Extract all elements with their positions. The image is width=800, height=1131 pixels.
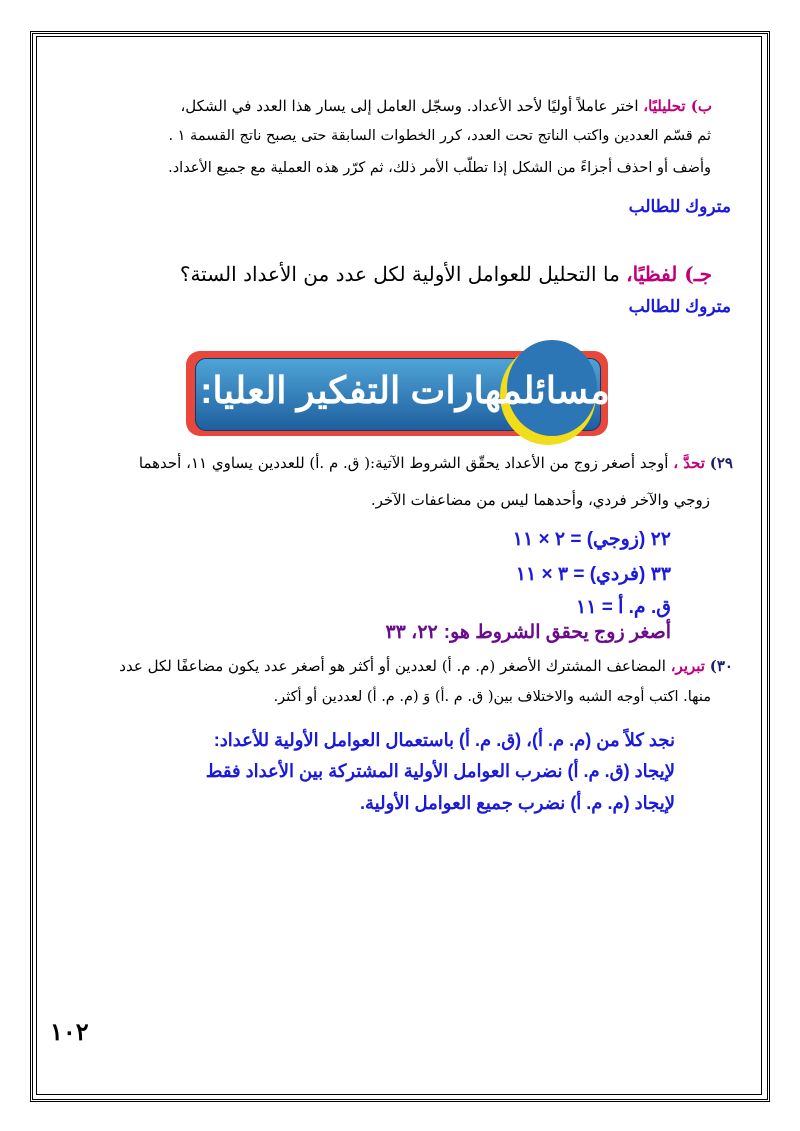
q30-label: تبرير، bbox=[670, 657, 705, 675]
q29-answer4 bbox=[385, 621, 671, 644]
part-b-text1: اختر عاملاً أوليًا لأحد الأعداد. وسجّل العامل إلى يسار هذا العدد في الشكل، bbox=[180, 97, 639, 115]
q30-answer3: لإيجاد (م. م. أ) نضرب جميع العوامل الأولية. bbox=[360, 793, 675, 813]
part-b-line3: وأضف أو احذف أجزاءً من الشكل إذا تطلّب الأمر ذلك، ثم كرّر هذه العملية مع جميع الأعداد. bbox=[168, 160, 711, 176]
q30-text1: المضاعف المشترك الأصغر (م. م. أ) لعددين أو أكثر هو أصغر عدد يكون مضاعفًا لكل عدد bbox=[119, 657, 666, 675]
q29-answer4-value: ٢٢، ٣٣ bbox=[385, 622, 438, 643]
q30-answer1: نجد كلاً من (م. م. أ)، (ق. م. أ) باستعمال العوامل الأولية للأعداد: bbox=[213, 730, 675, 750]
banner-rest: مهارات التفكير العليا: bbox=[200, 370, 524, 411]
q29-answer3: ق. م. أ = ١١ bbox=[576, 597, 671, 618]
q29-answer4-label: أصغر زوج يحقق الشروط هو: bbox=[443, 622, 671, 643]
part-c-question: ما التحليل للعوامل الأولية لكل عدد من الأعداد الستة؟ bbox=[179, 262, 620, 286]
q29-line2: زوجي والآخر فردي، وأحدهما ليس من مضاعفات الآخر. bbox=[370, 491, 710, 509]
q30-number: ٣٠) bbox=[709, 657, 733, 675]
page-number: ١٠٢ bbox=[50, 1019, 89, 1046]
q29-label: تحدَّ ، bbox=[673, 454, 705, 472]
banner-word1: مسائل bbox=[523, 370, 610, 411]
banner-title bbox=[195, 361, 615, 421]
part-b-label: ب) تحليليًا، bbox=[643, 97, 712, 115]
q30-line1 bbox=[119, 657, 733, 675]
part-c-question-line bbox=[180, 262, 712, 286]
q29-answer2: ٣٣ (فردي) = ٣ × ١١ bbox=[515, 564, 671, 585]
q30-answer2: لإيجاد (ق. م. أ) نضرب العوامل الأولية المشتركة بين الأعداد فقط bbox=[205, 761, 675, 781]
part-c-answer: متروك للطالب bbox=[628, 297, 731, 316]
part-b-line1 bbox=[180, 97, 712, 115]
q29-line1 bbox=[139, 454, 733, 472]
part-c-label: جـ) لفظيًا، bbox=[626, 262, 712, 286]
q29-answer1: ٢٢ (زوجي) = ٢ × ١١ bbox=[512, 529, 671, 550]
part-b-line2: ثم قسّم العددين واكتب الناتج تحت العدد، كرر الخطوات السابقة حتى يصبح ناتج القسمة ١ . bbox=[168, 128, 711, 144]
part-b-answer: متروك للطالب bbox=[628, 197, 731, 216]
q30-line2: منها. اكتب أوجه الشبه والاختلاف بين( ق. م .أ) وَ (م. م. أ) لعددين أو أكثر. bbox=[273, 689, 711, 705]
q29-number: ٢٩) bbox=[709, 454, 733, 472]
q29-text1: أوجد أصغر زوج من الأعداد يحقّق الشروط الآتية:( ق. م .أ) للعددين يساوي ١١، أحدهما bbox=[138, 454, 669, 472]
